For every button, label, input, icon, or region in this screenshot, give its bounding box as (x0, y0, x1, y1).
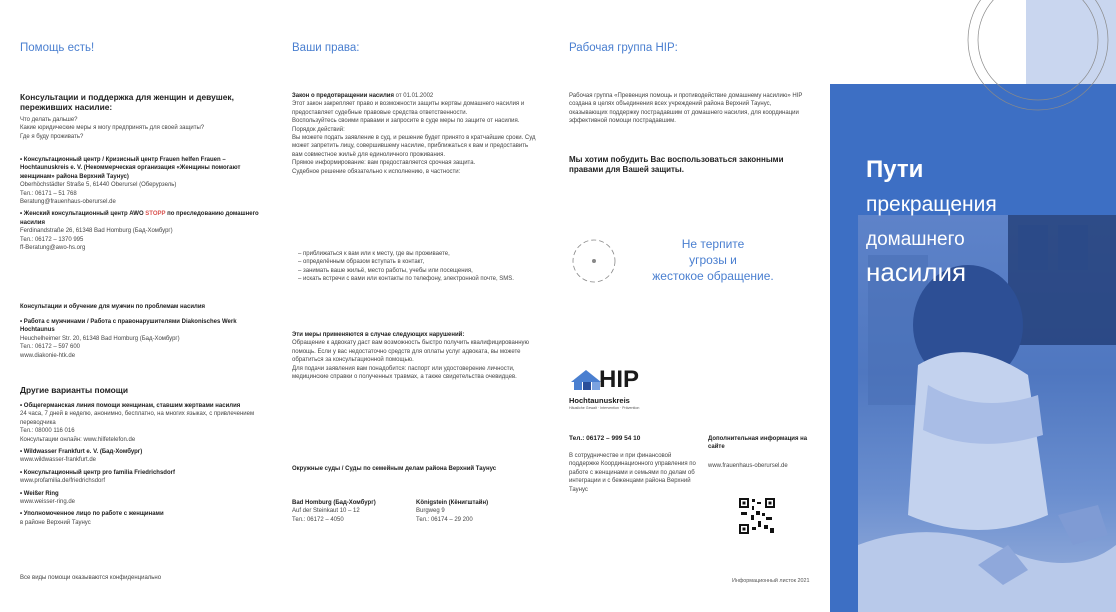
other-link[interactable]: www.weisser-ring.de (20, 499, 76, 506)
rule-item: – определённым образом вступать в контакт, (298, 259, 425, 266)
other-item (20, 448, 270, 465)
law-paragraph: Прямое информирование: вам предоставляется срочная защита. (292, 160, 476, 167)
other-link[interactable]: www.profamilia.de/friedrichsdorf (20, 478, 106, 485)
law-paragraph: Вы можете подать заявление в суд, и решение будет принято в кратчайшие сроки. Суд может запретить лицу, совершившему насилие, приближаться к вам и предоставить вам совместное жильё для единоличного проживания. (292, 135, 536, 158)
other-item (20, 510, 270, 527)
other-link[interactable]: Консультации онлайн: www.hilfetelefon.de (20, 436, 136, 443)
logo-text: HIP (599, 366, 640, 393)
panel-cover (830, 0, 1116, 612)
rule-item: – приближаться к вам или к месту, где вы проживаете, (298, 251, 450, 257)
cover-title-line2: прекращения (866, 193, 997, 216)
intro-title: Консультации и поддержка для женщин и девушек, переживших насилие: (20, 92, 234, 112)
rule-item: – занимать ваше жильё, место работы, учебы или посещения, (298, 267, 473, 274)
court-city: Königstein (Кёнигштайн) (416, 500, 489, 506)
other-item (20, 402, 270, 444)
other-title: Другие варианты помощи (20, 385, 128, 395)
org-email[interactable]: ff-Beratung@awo-hs.org (20, 245, 86, 252)
question-2: Какие юридические меры я могу предпринять для своей защиты? (20, 125, 205, 132)
orgs-list (20, 156, 270, 256)
court-item (416, 499, 536, 524)
hip-motto (638, 236, 788, 284)
footer-note: Все виды помощи оказываются конфиденциально (20, 575, 162, 581)
rule-item: – искать встречи с вами или контакты по телефону, электронной почте, SMS. (298, 276, 514, 283)
court-phone: Тел.: 06172 – 4050 (292, 516, 344, 523)
org-name-start: Женский консультационный центр AWO (23, 211, 146, 218)
hip-call: Мы хотим побудить Вас воспользоваться законными правами для Вашей защиты. (569, 155, 784, 174)
courts-title: Окружные суды / Суды по семейным делам района Верхний Таунус (292, 466, 497, 472)
panel-help (0, 0, 276, 612)
men-title: Консультации и обучение для мужчин по проблемам насилия (20, 304, 206, 310)
rules-list (298, 250, 538, 284)
men-org-name: • Работа с мужчинами / Работа с правонарушителями Diakonisches Werk Hochtaunus (20, 318, 270, 335)
panel-hip (552, 0, 830, 612)
law-date: от 01.01.2002 (393, 93, 434, 99)
court-city: Bad Homburg (Бад-Хомбург) (292, 500, 376, 506)
options-block (292, 331, 540, 381)
law-paragraph: Судебное решение обязательно к исполнению, в частности: (292, 168, 461, 175)
other-item (20, 469, 270, 486)
printed-note: Информационный листок 2021 (732, 578, 810, 584)
question-3: Где я буду проживать? (20, 133, 84, 140)
cover-title-line3: домашнего (866, 229, 965, 250)
org-item (20, 210, 270, 252)
court-phone: Тел.: 06174 – 29 200 (416, 516, 473, 523)
options-title: Эти меры применяются в случае следующих нарушений: (292, 332, 465, 338)
court-address: Auf der Steinkaut 10 – 12 (292, 508, 360, 515)
other-item (20, 490, 270, 507)
other-name: • Общегерманская линия помощи женщинам, ставшим жертвами насилия (20, 402, 270, 410)
other-link[interactable]: www.wildwasser-frankfurt.de (20, 457, 97, 464)
question-1: Что делать дальше? (20, 117, 78, 123)
option-paragraph: Для подачи заявления вам понадобится: паспорт или удостоверение личности, медицинские справки о полученных травмах, а также свидетельства очевидцев. (292, 365, 517, 381)
court-item (292, 499, 410, 524)
other-name: • Weißer Ring (20, 490, 270, 498)
other-link: в районе Верхний Таунус (20, 519, 91, 526)
option-paragraph: Обращение к адвокату даст вам возможность быстро получить квалифицированную помощь. Если у вас недостаточно средств для оплаты услуг адвоката, вы можете обратиться за консультационной помощью. (292, 340, 530, 364)
hip-logo (569, 368, 679, 416)
other-name: • Wildwasser Frankfurt e. V. (Бад-Хомбург) (20, 448, 270, 456)
org-name-accent: STOPP (145, 211, 166, 218)
heading-hip: Рабочая группа HIP: (569, 42, 678, 54)
other-name: • Консультационный центр pro familia Friedrichsdorf (20, 469, 270, 477)
law-paragraph: Воспользуйтесь своими правами и запросите в суде меры по защите от насилия. Порядок действий: (292, 118, 520, 133)
other-line: Тел.: 08000 116 016 (20, 428, 75, 435)
logo-sub: Hochtaunuskreis (569, 396, 630, 405)
questions-block (20, 116, 270, 141)
org-address: Oberhöchstädter Straße 5, 61440 Oberursel (Оберурзель) (20, 182, 177, 189)
men-orgs (20, 318, 270, 360)
heading-rights: Ваши права: (292, 42, 360, 54)
law-paragraph: Этот закон закрепляет право и возможности защиты жертвы домашнего насилия и предоставляет судебные правовые средства ответственности. (292, 101, 525, 116)
motto-line: жестокое обращение. (652, 269, 774, 283)
more-title: Дополнительная информация на сайте (708, 436, 808, 451)
circle-rings-decor (950, 0, 1116, 130)
org-address: Ferdinandstraße 26, 61348 Bad Homburg (Бад-Хомбург) (20, 228, 173, 235)
hip-intro: Рабочая группа «Превенция помощь и противодействие домашнему насилию» HIP создана в целях объединения всех учреждений района Верхний Таунус, оказывающих поддержку пострадавшим от домашнего насилия, для координации эффективной помощи пострадавшим. (569, 93, 803, 125)
org-phone: Тел.: 06171 – 51 768 (20, 190, 77, 197)
more-link[interactable]: www.frauenhaus-oberursel.de (708, 463, 788, 469)
men-org-phone: Тел.: 06172 – 597 600 (20, 344, 81, 351)
org-email[interactable]: Beratung@frauenhaus-oberursel.de (20, 199, 116, 206)
org-phone: Тел.: 06172 – 1370 995 (20, 236, 84, 243)
law-block (292, 92, 540, 176)
org-name: • Консультационный центр / Кризисный центр Frauen helfen Frauen – Hochtaunuskreis e. V. (Некоммерческая организация «Женщины помогают женщинам» района Верхний Таунус) (20, 156, 270, 181)
org-name-tail: по преследованию домашнего насилия (20, 211, 259, 226)
other-line: 24 часа, 7 дней в неделю, анонимно, бесплатно, на многих языках, с привлечением переводчика (20, 411, 255, 426)
logo-tag: Häusliche Gewalt · Intervention · Prävention (569, 406, 640, 410)
circle-emblem-icon (569, 236, 619, 286)
org-name (20, 210, 270, 227)
cover-title-line4: насилия (866, 257, 967, 287)
law-title: Закон о предотвращении насилия (292, 93, 394, 99)
hip-logo-icon (569, 368, 603, 396)
hip-left-info: В сотрудничестве и при финансовой поддержке Координационного управления по работе с женщинами и семьями по делам об интеграции и с беженцами района Верхний Таунус (569, 453, 696, 493)
motto-line: Не терпите (681, 237, 745, 251)
other-name: • Уполномоченное лицо по работе с женщинами (20, 510, 270, 518)
panel-rights (276, 0, 552, 612)
men-org-email[interactable]: www.diakonie-htk.de (20, 352, 76, 359)
org-item (20, 156, 270, 206)
hip-phone: Тел.: 06172 – 999 54 10 (569, 435, 641, 442)
qr-code-icon (738, 497, 776, 535)
motto-line: угрозы и (689, 253, 737, 267)
heading-help: Помощь есть! (20, 42, 95, 54)
other-list (20, 402, 270, 531)
court-address: Burgweg 9 (416, 508, 445, 515)
cover-title-line1: Пути (866, 156, 924, 183)
men-org-address: Heuchelheimer Str. 20, 61348 Bad Homburg (Бад-Хомбург) (20, 335, 180, 342)
